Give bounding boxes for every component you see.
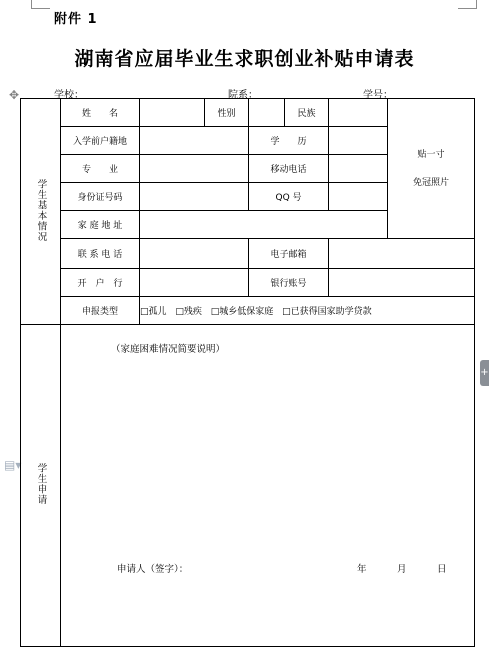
photo-hint-line1: 贴一寸: [417, 149, 445, 160]
id-number-value[interactable]: [140, 183, 249, 211]
side-panel-toggle-icon[interactable]: +: [480, 360, 489, 386]
page-corner-mark-right: [458, 0, 477, 9]
section-basic-info: [21, 99, 61, 325]
bank-account-value[interactable]: [329, 269, 475, 297]
apply-type-student-loan-checkbox[interactable]: □已获得国家助学贷款: [282, 307, 372, 317]
mobile-value[interactable]: [329, 155, 388, 183]
document-icon[interactable]: ▤▾: [4, 458, 22, 472]
qq-value[interactable]: [329, 183, 388, 211]
bank-label: 开 户 行: [61, 269, 140, 297]
form-title: 湖南省应届毕业生求职创业补贴申请表: [74, 48, 415, 70]
bank-value[interactable]: [140, 269, 249, 297]
section-basic-info-label: 学生基本情况: [35, 178, 47, 242]
photo-box: [388, 99, 475, 239]
apply-type-options: [140, 297, 475, 325]
major-label: 专 业: [61, 155, 140, 183]
page-corner-mark-left: [31, 0, 50, 9]
gender-label: 性别: [205, 99, 249, 127]
ethnicity-value[interactable]: [329, 99, 388, 127]
home-address-label: 家 庭 地 址: [61, 211, 140, 239]
application-area[interactable]: [61, 325, 475, 647]
section-application-label: 学生申请: [35, 463, 47, 505]
application-hint: （家庭困难情况简要说明）: [111, 344, 226, 355]
apply-type-low-income-checkbox[interactable]: □城乡低保家庭: [210, 307, 274, 317]
attachment-label: 附件 1: [54, 12, 98, 27]
apply-type-orphan-checkbox[interactable]: □孤儿: [140, 307, 167, 317]
apply-type-label: 申报类型: [61, 297, 140, 325]
email-value[interactable]: [329, 239, 475, 269]
hukou-label: 入学前户籍地: [61, 127, 140, 155]
contact-phone-label: 联 系 电 话: [61, 239, 140, 269]
mobile-label: 移动电话: [249, 155, 329, 183]
education-value[interactable]: [329, 127, 388, 155]
contact-phone-value[interactable]: [140, 239, 249, 269]
education-label: 学 历: [249, 127, 329, 155]
photo-hint-line2: 免冠照片: [412, 177, 449, 188]
gender-value[interactable]: [249, 99, 285, 127]
apply-type-disability-checkbox[interactable]: □残疾: [175, 307, 202, 317]
section-application: [21, 325, 61, 647]
name-value[interactable]: [140, 99, 205, 127]
id-number-label: 身份证号码: [61, 183, 140, 211]
application-form-table: [20, 98, 475, 647]
hukou-value[interactable]: [140, 127, 249, 155]
ethnicity-label: 民族: [285, 99, 329, 127]
school-label: 学校：: [54, 90, 84, 101]
date-month-label: 月: [397, 564, 407, 575]
major-value[interactable]: [140, 155, 249, 183]
name-label: 姓 名: [61, 99, 140, 127]
qq-label: QQ 号: [249, 183, 329, 211]
home-address-value[interactable]: [140, 211, 388, 239]
college-label: 院系：: [228, 90, 258, 101]
student-id-label: 学号：: [363, 90, 393, 101]
email-label: 电子邮箱: [249, 239, 329, 269]
table-move-handle-icon[interactable]: ✥: [9, 88, 20, 102]
bank-account-label: 银行账号: [249, 269, 329, 297]
signature-label: 申请人（签字）：: [117, 564, 189, 575]
date-year-label: 年: [357, 564, 367, 575]
date-day-label: 日: [437, 564, 447, 575]
